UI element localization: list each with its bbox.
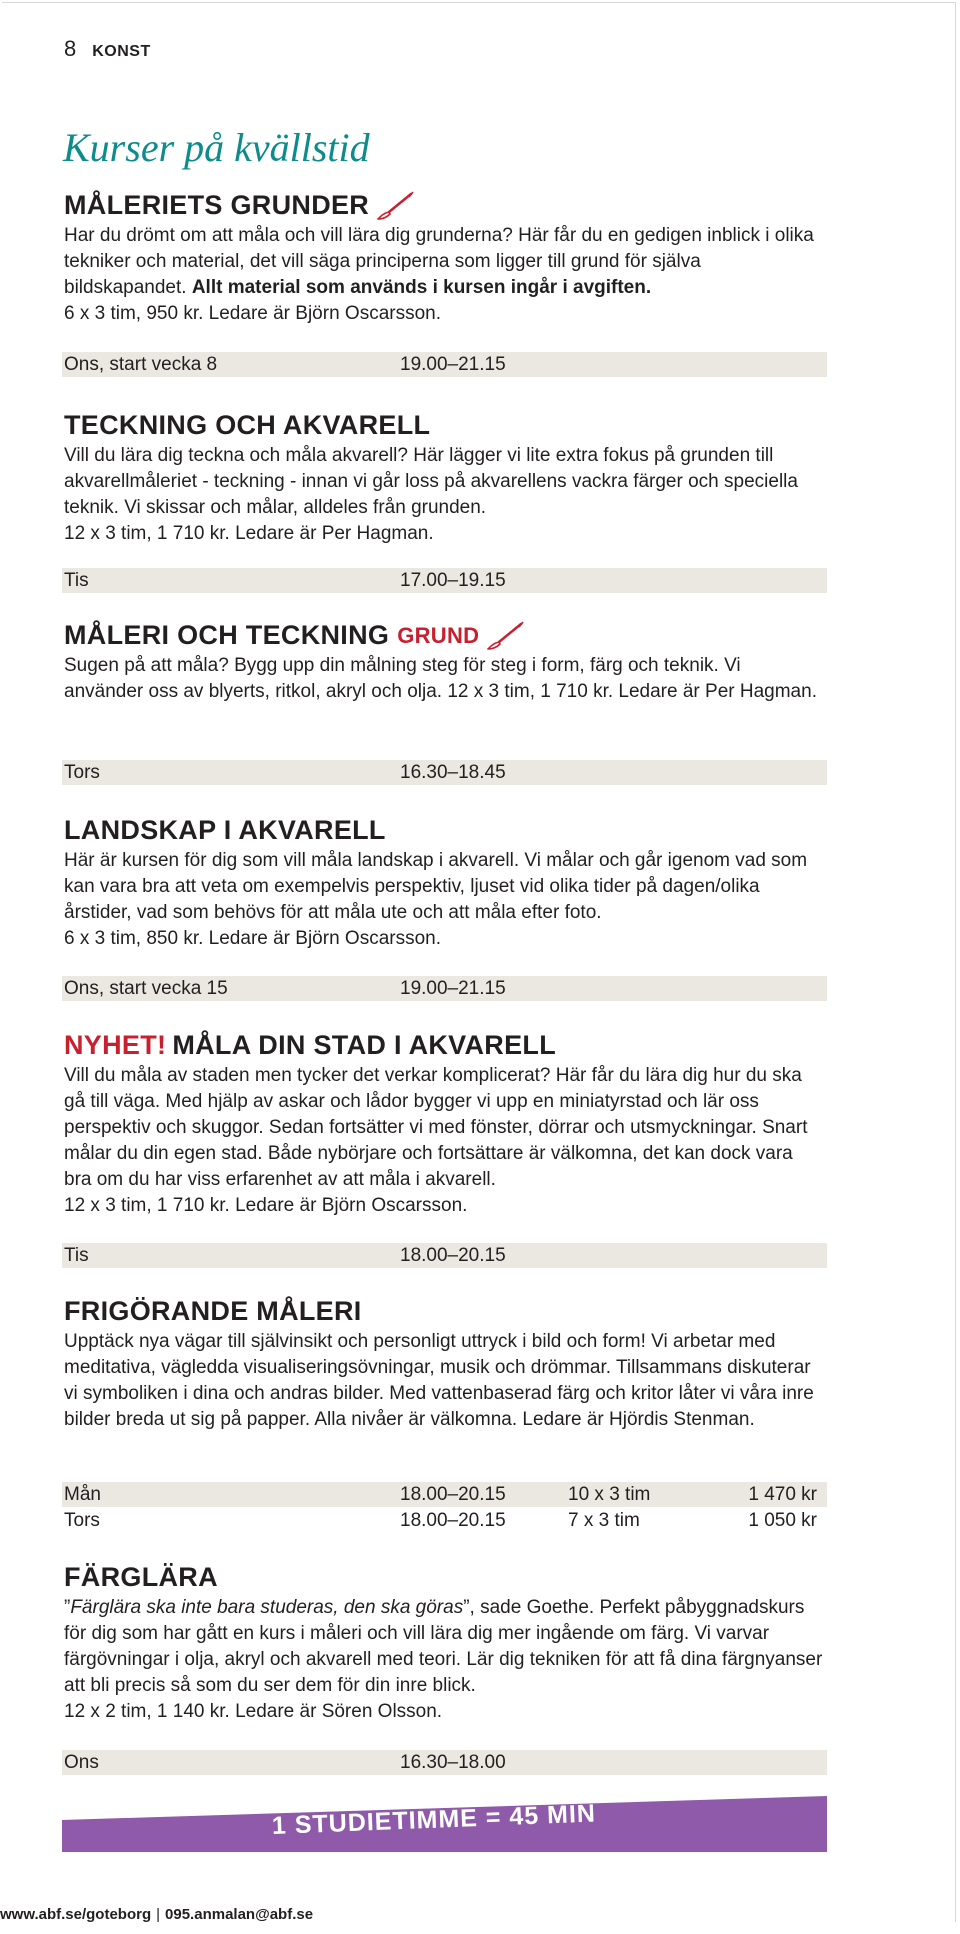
- course-title-text: FRIGÖRANDE MÅLERI: [64, 1296, 362, 1326]
- schedule-row: [62, 1750, 827, 1775]
- course-description: [64, 848, 824, 952]
- course-desc-text: Har du drömt om att måla och vill lära dig grunderna? Här får du en gedigen inblick i olika tekniker och material, det vill säga principerna som ligger till grund för själva bildskapandet.: [64, 225, 814, 298]
- course-quote: Färglära ska inte bara studeras, den ska göras: [70, 1597, 464, 1618]
- course-title: [64, 190, 824, 221]
- footer: [0, 1906, 313, 1923]
- schedule-row: [62, 1508, 827, 1533]
- page-number: 8: [64, 36, 77, 61]
- course-landskap-i-akvarell: [64, 815, 824, 952]
- footer-url[interactable]: www.abf.se/goteborg: [0, 1906, 152, 1923]
- course-description: [64, 1063, 824, 1219]
- schedule-time: 18.00–20.15: [400, 1510, 506, 1531]
- schedule-row: [62, 976, 827, 1001]
- course-description: [64, 1595, 824, 1725]
- course-title-text: TECKNING OCH AKVARELL: [64, 410, 431, 440]
- course-title-text: FÄRGLÄRA: [64, 1562, 218, 1592]
- schedule-time: 18.00–20.15: [400, 1484, 506, 1505]
- course-desc-text: Vill du lära dig teckna och måla akvarell? Här lägger vi lite extra fokus på grunden till akvarellmåleriet - teckning - innan vi går loss på akvarellens vackra färger och speciella teknik. Vi skissar och målar, alldeles från grunden.: [64, 445, 798, 518]
- course-title-text: MÅLA DIN STAD I AKVARELL: [172, 1030, 556, 1060]
- schedule-day: Ons, start vecka 15: [64, 978, 228, 999]
- new-badge: NYHET!: [64, 1030, 167, 1060]
- schedule-time: 16.30–18.00: [400, 1752, 506, 1773]
- course-desc-text: Sugen på att måla? Bygg upp din målning steg för steg i form, färg och teknik. Vi använder oss av blyerts, ritkol, akryl och olja. 12 x 3 tim, 1 710 kr. Ledare är Per Hagman.: [64, 655, 817, 702]
- schedule-day: Ons: [64, 1752, 99, 1773]
- schedule-row: [62, 568, 827, 593]
- course-description: [64, 1329, 824, 1433]
- footer-separator: |: [156, 1906, 161, 1923]
- schedule-time: 17.00–19.15: [400, 570, 506, 591]
- schedule-row: [62, 760, 827, 785]
- schedule-hours: 10 x 3 tim: [568, 1484, 651, 1505]
- course-frigorande-maleri: [64, 1296, 824, 1433]
- paintbrush-icon: [375, 191, 415, 221]
- quote-mark: ”: [64, 1597, 71, 1618]
- info-banner-text: 1 STUDIETIMME = 45 MIN: [271, 1799, 597, 1840]
- schedule-price: 1 050 kr: [748, 1510, 817, 1531]
- course-title: [64, 410, 824, 441]
- course-maleri-och-teckning: [64, 620, 824, 705]
- course-description: [64, 443, 824, 547]
- course-title-text: MÅLERIETS GRUNDER: [64, 190, 370, 220]
- schedule-day: Tis: [64, 570, 89, 591]
- page-header: [64, 36, 151, 62]
- course-title: [64, 1030, 824, 1061]
- course-description: [64, 223, 824, 327]
- course-details: 6 x 3 tim, 850 kr. Ledare är Björn Oscarsson.: [64, 928, 442, 949]
- section-label: KONST: [92, 43, 151, 60]
- course-desc-text: Upptäck nya vägar till självinsikt och personligt uttryck i bild och form! Vi arbetar med meditativa, vägledda visualiseringsövningar, musik och drömmar. Tillsammans diskuterar vi symboliken i dina och andras bilder. Med vattenbaserad färg och kritor låter vi våra inre bilder breda ut sig på papper. Alla nivåer är välkomna. Ledare är Hjördis Stenman.: [64, 1331, 814, 1430]
- schedule-time: 18.00–20.15: [400, 1245, 506, 1266]
- level-badge: GRUND: [397, 622, 480, 648]
- schedule-day: Ons, start vecka 8: [64, 354, 218, 375]
- schedule-hours: 7 x 3 tim: [568, 1510, 640, 1531]
- course-title-text: LANDSKAP I AKVARELL: [64, 815, 386, 845]
- course-title: [64, 1296, 824, 1327]
- course-title: [64, 815, 824, 846]
- course-title-text: MÅLERI OCH TECKNING: [64, 620, 390, 650]
- course-desc-text: ”, sade Goethe. Perfekt påbyggnadskurs för dig som har gått en kurs i måleri och vill lära dig mer ingående om färg. Vi varvar färgövningar i olja, akryl och akvarell med teori. Lär dig tekniken för att få dina färgnyanser att bli precis så som du ser dem för din inre blick.: [64, 1597, 823, 1696]
- course-details: 12 x 2 tim, 1 140 kr. Ledare är Sören Olsson.: [64, 1701, 443, 1722]
- course-details: 12 x 3 tim, 1 710 kr. Ledare är Per Hagman.: [64, 523, 434, 544]
- schedule-day: Tors: [64, 762, 100, 783]
- schedule-day: Tors: [64, 1510, 100, 1531]
- schedule-row: [62, 1482, 827, 1507]
- schedule-row: [62, 1243, 827, 1268]
- course-desc-text: Här är kursen för dig som vill måla landskap i akvarell. Vi målar och går igenom vad som kan vara bra att veta om exempelvis perspektiv, ljuset vid olika tider på dagen/olika årstider, vad som behövs för att måla ute och att måla efter foto.: [64, 850, 808, 923]
- course-teckning-och-akvarell: [64, 410, 824, 547]
- course-title: [64, 1562, 824, 1593]
- course-title: [64, 620, 824, 651]
- course-desc-text: Vill du måla av staden men tycker det verkar komplicerat? Här får du lära dig hur du ska gå till väga. Med hjälp av askar och lådor bygger vi upp en miniatyrstad och lär oss perspektiv och skuggor. Sedan fortsätter vi med fönster, dörrar och utsmyckningar. Snart målar du din egen stad. Både nybörjare och fortsättare är välkomna, det kan dock vara bra om du har viss erfarenhet av att måla i akvarell.: [64, 1065, 808, 1190]
- course-mala-din-stad: [64, 1030, 824, 1219]
- schedule-time: 19.00–21.15: [400, 978, 506, 999]
- paintbrush-icon: [485, 621, 525, 651]
- schedule-price: 1 470 kr: [748, 1484, 817, 1505]
- schedule-day: Mån: [64, 1484, 101, 1505]
- schedule-time: 16.30–18.45: [400, 762, 506, 783]
- course-maleriets-grunder: [64, 190, 824, 327]
- schedule-time: 19.00–21.15: [400, 354, 506, 375]
- course-details: 12 x 3 tim, 1 710 kr. Ledare är Björn Oscarsson.: [64, 1195, 468, 1216]
- course-details: 6 x 3 tim, 950 kr. Ledare är Björn Oscarsson.: [64, 303, 442, 324]
- course-desc-bold: Allt material som används i kursen ingår i avgiften.: [191, 277, 652, 298]
- course-description: [64, 653, 824, 705]
- course-farglara: [64, 1562, 824, 1725]
- schedule-day: Tis: [64, 1245, 89, 1266]
- footer-email[interactable]: 095.anmalan@abf.se: [165, 1906, 314, 1923]
- schedule-row: [62, 352, 827, 377]
- page-title: Kurser på kvällstid: [63, 125, 370, 170]
